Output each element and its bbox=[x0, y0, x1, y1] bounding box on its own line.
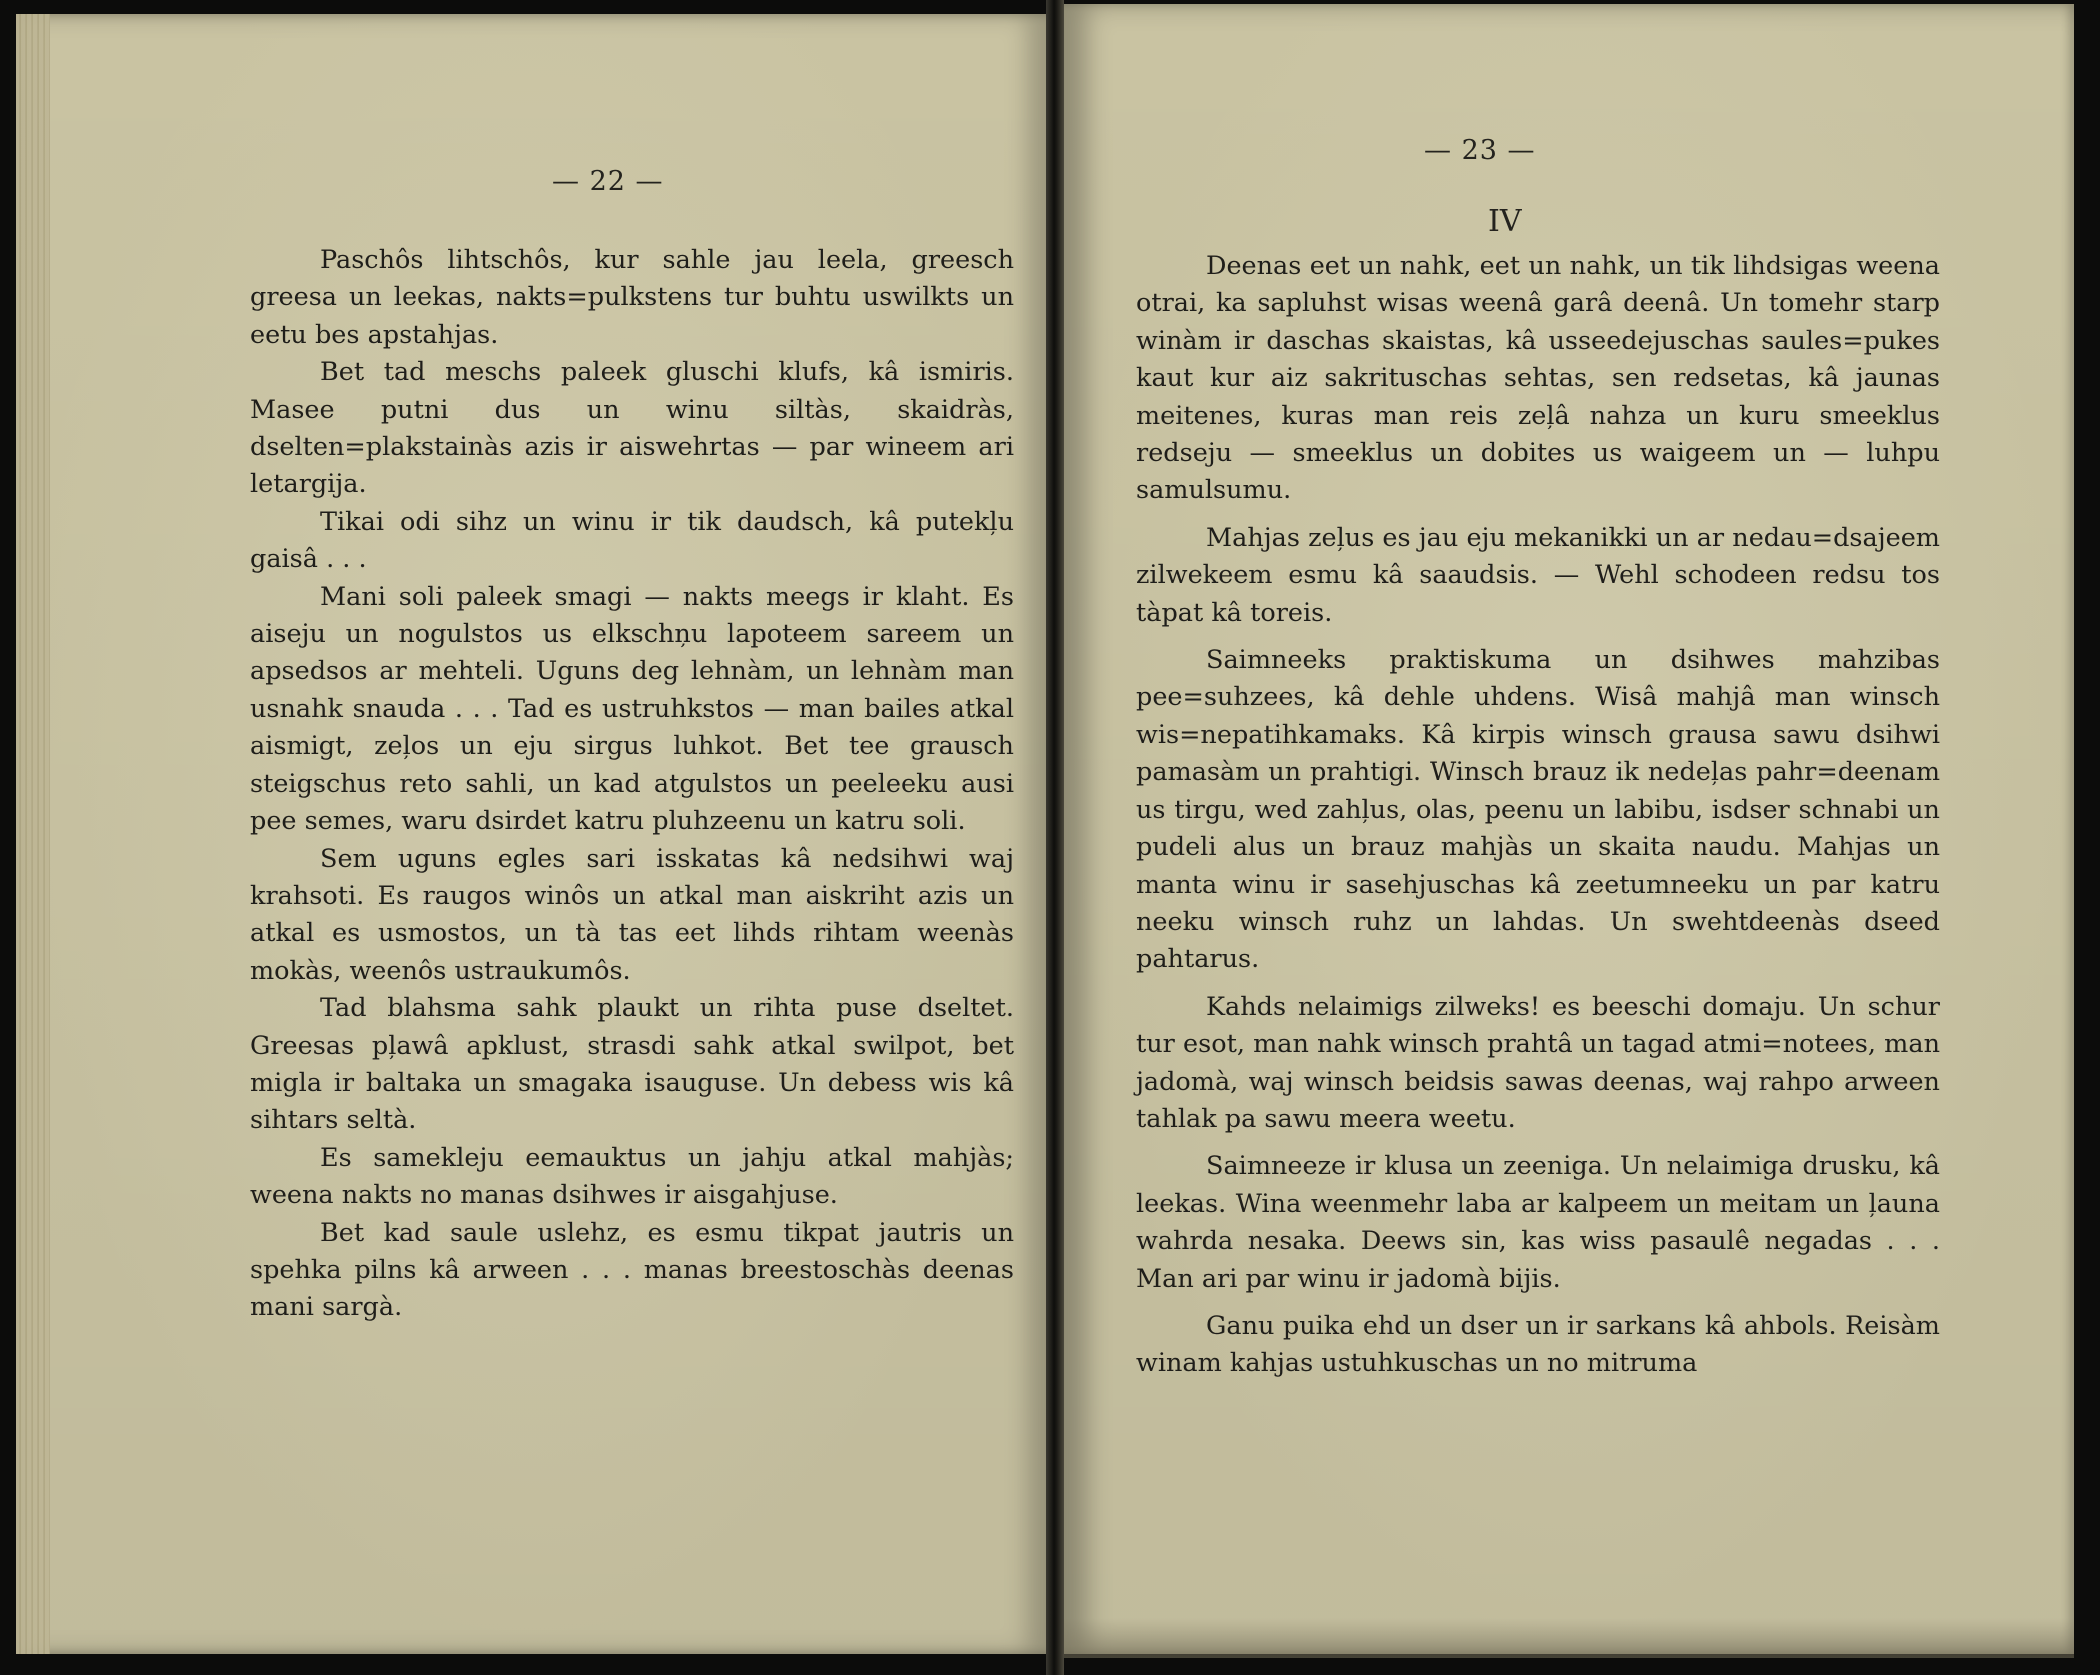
left-page-text bbox=[250, 242, 1014, 1327]
paragraph: Tikai odi sihz un winu ir tik daudsch, kâ putekļu gaisâ . . . bbox=[250, 506, 1014, 575]
right-page bbox=[1064, 4, 2074, 1654]
page-number-left: — 22 — bbox=[552, 166, 664, 197]
paragraph: Ganu puika ehd un dser un ir sarkans kâ ahbols. Reisàm winam kahjas ustuhkuschas un no mitruma bbox=[1136, 1310, 1940, 1379]
paragraph: Saimneeks praktiskuma un dsihwes mahzibas pee=suhzees, kâ dehle uhdens. Wisâ mahjâ man winsch wis=nepatihkamaks. Kâ kirpis winsch grausa sawu dsihwi pamasàm un prahtigi. Winsch brauz ik nedeļas pahr=deenam us tirgu, wed zahļus, olas, peenu un labibu, isdser schnabi un pudeli alus un brauz mahjàs un skaita naudu. Mahjas un manta winu ir sasehjuschas kâ zeetumneeku un par katru neeku winsch ruhz un lahdas. Un swehtdeenàs dseed pahtarus. bbox=[1136, 645, 1940, 975]
paragraph: Es samekleju eemauktus un jahju atkal mahjàs; weena nakts no manas dsihwes ir aisgahjuse. bbox=[250, 1142, 1014, 1211]
left-page bbox=[16, 14, 1046, 1654]
page-number-right: — 23 — bbox=[1424, 135, 1536, 166]
paragraph: Deenas eet un nahk, eet un nahk, un tik lihdsigas weena otrai, ka sapluhst wisas weenâ garâ deenâ. Un tomehr starp winàm ir daschas skaistas, kâ usseedejuschas saules=pukes kaut kur aiz sakrituschas sehtas, sen redsetas, kâ jaunas meitenes, kuras man reis zeļâ nahza un kuru smeeklus redseju — smeeklus un dobites us waigeem un — luhpu samulsumu. bbox=[1136, 251, 1940, 506]
paragraph: Bet kad saule uslehz, es esmu tikpat jautris un spehka pilns kâ arween . . . manas breestoschàs deenas mani sargà. bbox=[250, 1217, 1014, 1323]
paragraph: Paschôs lihtschôs, kur sahle jau leela, greesch greesa un leekas, nakts=pulkstens tur buhtu uswilkts un eetu bes apstahjas. bbox=[250, 245, 1014, 350]
paragraph: Tad blahsma sahk plaukt un rihta puse dseltet. Greesas pļawâ apklust, strasdi sahk atkal swilpot, bet migla ir baltaka un smagaka isauguse. Un debess wis kâ sihtars seltà. bbox=[250, 993, 1014, 1136]
paragraph: Mahjas zeļus es jau eju mekanikki un ar nedau=dsajeem zilwekeem esmu kâ saaudsis. — Wehl schodeen redsu tos tàpat kâ toreis. bbox=[1136, 522, 1940, 628]
page-bottom-fold bbox=[1064, 1618, 2074, 1658]
paragraph: Kahds nelaimigs zilweks! es beeschi domaju. Un schur tur esot, man nahk winsch prahtâ un tagad atmi=notees, man jadomà, waj winsch beidsis sawas deenas, waj rahpo arween tahlak pa sawu meera weetu. bbox=[1136, 991, 1940, 1134]
right-page-text bbox=[1136, 248, 1940, 1383]
chapter-heading: IV bbox=[1488, 204, 1522, 239]
page-edge bbox=[16, 14, 50, 1654]
book-spine bbox=[1046, 0, 1064, 1675]
paragraph: Saimneeze ir klusa un zeeniga. Un nelaimiga drusku, kâ leekas. Wina weenmehr laba ar kalpeem un meitam un ļauna wahrda nesaka. Deews sin, kas wiss pasaulê negadas . . . Man ari par winu ir jadomà bijis. bbox=[1136, 1151, 1940, 1294]
paragraph: Bet tad meschs paleek gluschi klufs, kâ ismiris. Masee putni dus un winu siltàs, skaidràs, dselten=plakstainàs azis ir aiswehrtas — par wineem ari letargija. bbox=[250, 357, 1014, 500]
paragraph: Mani soli paleek smagi — nakts meegs ir klaht. Es aiseju un nogulstos us elkschņu lapoteem sareem un apsedsos ar mehteli. Uguns deg lehnàm, un lehnàm man usnahk snauda . . . Tad es ustruhkstos — man bailes atkal aismigt, zeļos un eju sirgus luhkot. Bet tee grausch steigschus reto sahli, un kad atgulstos un peeleeku ausi pee semes, waru dsirdet katru pluhzeenu un katru soli. bbox=[250, 581, 1014, 837]
paragraph: Sem uguns egles sari isskatas kâ nedsihwi waj krahsoti. Es raugos winôs un atkal man aiskriht azis un atkal es usmostos, un tà tas eet lihds rihtam weenàs mokàs, weenôs ustraukumôs. bbox=[250, 843, 1014, 986]
